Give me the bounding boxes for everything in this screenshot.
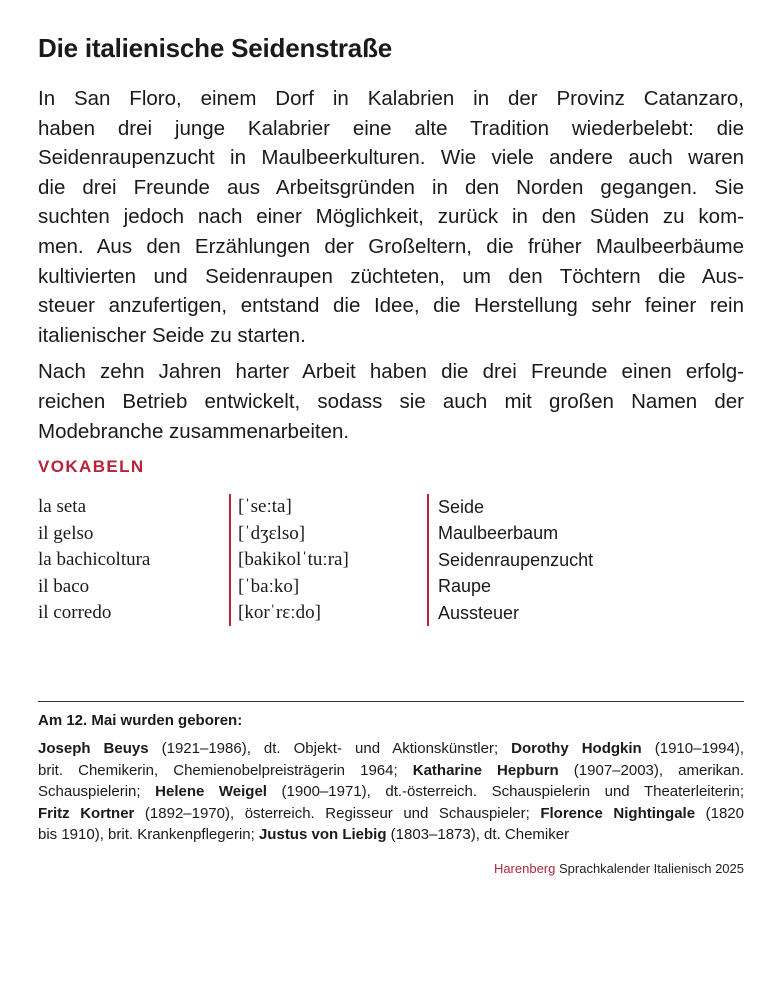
person-details: Schauspielerin;: [38, 783, 156, 801]
vocab-row: [38, 600, 744, 627]
person-name: Helene Weigel: [155, 783, 267, 801]
text-line: Seidenraupenzucht in Maulbeerkulturen. Wie viele andere auch waren: [38, 146, 744, 170]
page-title: Die italienische Seidenstraße: [38, 33, 393, 63]
person-name: Florence Nightingale: [540, 804, 696, 822]
person-name: Katharine Hepburn: [412, 761, 559, 779]
vocab-italian: il baco: [38, 575, 90, 597]
section-divider: [38, 701, 744, 702]
vocab-row: [38, 521, 744, 548]
person-details: (1820: [695, 804, 744, 822]
paragraph-2: [38, 357, 744, 446]
born-line: [38, 781, 744, 803]
person-name: Joseph Beuys: [38, 740, 149, 757]
person-details: (1907–2003), amerikan.: [558, 761, 745, 779]
vocab-german: Raupe: [438, 576, 492, 597]
vocab-row: [38, 574, 744, 601]
text-line: men. Aus den Erzählungen der Großeltern, die früher Maulbeerbäume: [38, 234, 744, 258]
text-line: In San Floro, einem Dorf in Kalabrien in der Provinz Catanzaro,: [38, 87, 744, 110]
vocab-ipa: [bakikolˈtuːra]: [238, 549, 349, 571]
person-details: (1892–1970), österreich. Regisseur und Schauspieler;: [134, 804, 541, 822]
person-details: brit. Chemikerin, Chemienobelpreisträgerin 1964;: [38, 761, 413, 779]
footer-brand: Harenberg: [493, 861, 556, 876]
vocab-divider-2: [427, 494, 429, 626]
text-line: Nach zehn Jahren harter Arbeit haben die drei Freunde einen erfolg-: [38, 360, 744, 384]
born-line: [38, 824, 744, 846]
vocab-row: [38, 494, 744, 521]
vocab-ipa: [ˈseːta]: [238, 496, 292, 518]
vocab-ipa: [ˈdʒɛlso]: [238, 522, 306, 544]
born-list: [38, 738, 744, 846]
person-name: Justus von Liebig: [258, 826, 387, 844]
vocab-german: Seide: [438, 496, 485, 517]
vocab-italian: la seta: [38, 496, 87, 518]
text-line: kultivierten und Seidenraupen züchteten, um den Töchtern die Aus-: [38, 264, 744, 288]
person-details: (1900–1971), dt.-österreich. Schauspielerin und Theaterleiterin;: [266, 783, 744, 801]
vocab-italian: la bachicoltura: [38, 549, 151, 571]
vocab-divider-1: [229, 494, 231, 626]
born-line: [38, 738, 744, 760]
text-line: steuer anzufertigen, entstand die Idee, die Herstellung sehr feiner rein: [38, 294, 744, 318]
vocab-italian: il corredo: [38, 602, 112, 624]
vocab-ipa: [korˈrɛːdo]: [238, 602, 321, 624]
article-body: [38, 84, 744, 453]
footer: [494, 861, 744, 876]
footer-title: Sprachkalender Italienisch 2025: [555, 861, 744, 876]
text-line: reichen Betrieb entwickelt, sodass sie auch mit großen Namen der: [38, 389, 744, 413]
vocab-heading: VOKABELN: [38, 457, 145, 476]
text-line: haben drei junge Kalabrier eine alte Tradition wiederbelebt: die: [38, 116, 744, 140]
text-line: die drei Freunde aus Arbeitsgründen in den Norden gegangen. Sie: [38, 175, 744, 199]
person-details: (1803–1873), dt. Chemiker: [386, 826, 570, 844]
vocab-german: Seidenraupenzucht: [438, 549, 594, 570]
vocab-ipa: [ˈbaːko]: [238, 575, 300, 597]
vocab-german: Aussteuer: [438, 602, 520, 623]
person-details: bis 1910), brit. Krankenpflegerin;: [38, 826, 259, 844]
text-line: Modebranche zusammenarbeiten.: [38, 419, 350, 443]
born-title: Am 12. Mai wurden geboren:: [38, 712, 243, 729]
text-line: italienischer Seide zu starten.: [38, 323, 306, 347]
vocab-german: Maulbeerbaum: [438, 523, 559, 544]
vocab-italian: il gelso: [38, 522, 94, 544]
person-name: Fritz Kortner: [38, 804, 135, 822]
person-details: (1921–1986), dt. Objekt- und Aktionskünstler;: [148, 740, 512, 757]
born-line: [38, 760, 744, 782]
paragraph-1: [38, 84, 744, 350]
text-line: suchten jedoch nach einer Möglichkeit, zurück in den Süden zu kom-: [38, 205, 744, 229]
born-line: [38, 803, 744, 825]
person-name: Dorothy Hodgkin: [511, 740, 642, 757]
person-details: (1910–1994),: [641, 740, 744, 757]
vocab-row: [38, 547, 744, 574]
vocab-table: [38, 494, 744, 627]
